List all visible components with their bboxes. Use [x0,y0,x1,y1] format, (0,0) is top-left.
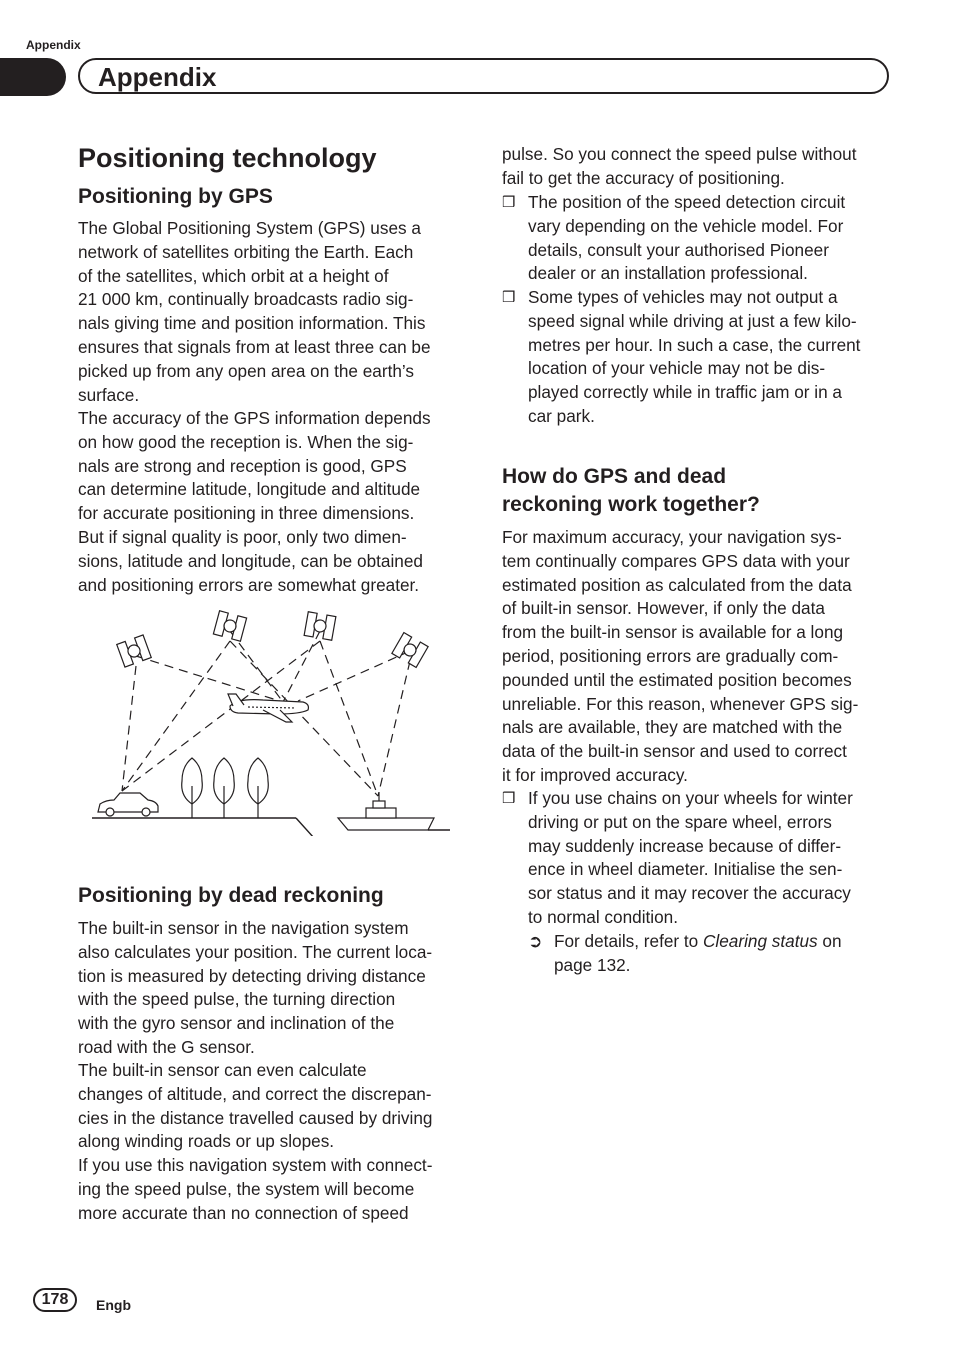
text-line: estimated position as calculated from the data [502,574,852,595]
text-line: from the built-in sensor is available for a long [502,622,844,643]
tree-icon [182,758,269,818]
text-line: of the satellites, which orbit at a height of [78,265,389,286]
text-line: pounded until the estimated position becomes [502,669,852,690]
checkbox-bullet-icon: ❒ [502,289,516,306]
page-title: Positioning technology [78,143,377,173]
text-line: details, consult your authorised Pioneer [528,239,829,260]
section-banner [78,58,889,94]
text-line: also calculates your position. The current loca- [78,941,433,962]
text-line: may suddenly increase because of differ- [528,835,842,856]
text-line: If you use this navigation system with connect- [78,1155,433,1175]
dr-paragraph-2 [78,1059,468,1154]
text-line: Some types of vehicles may not output a [528,287,838,307]
text-line: If you use chains on your wheels for winter [528,788,853,808]
dr-paragraph-3 [78,1154,468,1225]
text-line: speed signal while driving at just a few kilo- [528,310,857,331]
text-line: nals are available, they are matched with the [502,717,843,738]
text-line: driving or put on the spare wheel, errors [528,811,832,832]
text-line: The Global Positioning System (GPS) uses a [78,218,421,238]
arrow-right-icon: ➲ [528,931,543,951]
text-line: data of the built-in sensor and used to correct [502,741,847,762]
text-line: ing the speed pulse, the system will become [78,1178,415,1199]
language-code: Engb [96,1297,131,1313]
text-line: changes of altitude, and correct the discrepan- [78,1083,432,1104]
text-line: picked up from any open area on the earth’s [78,360,415,381]
text-line: road with the G sensor. [78,1036,255,1057]
text-line: nals are strong and reception is good, GPS [78,455,407,476]
text-line: on how good the reception is. When the sig- [78,431,414,452]
text-line: unreliable. For this reason, whenever GPS sig- [502,693,859,714]
text-line: pulse. So you connect the speed pulse without [502,144,857,164]
text-line: with the speed pulse, the turning direction [78,989,396,1010]
airplane-icon [228,694,308,722]
text-line: period, positioning errors are gradually com- [502,645,839,666]
text-line: fail to get the accuracy of positioning. [502,167,785,188]
heading-gps: Positioning by GPS [78,185,273,208]
text-line: nals giving time and position information. This [78,313,426,334]
checkbox-bullet-icon: ❒ [502,790,516,807]
text-line: tion is measured by detecting driving distance [78,965,426,986]
text-line: sions, latitude and longitude, can be obtained [78,550,423,571]
together-paragraph [502,526,892,788]
text-line: metres per hour. In such a case, the current [528,334,861,355]
text-line: car park. [528,405,595,426]
ship-icon [338,792,434,830]
continued-paragraph [502,143,892,191]
text-line: ence in wheel diameter. Initialise the sen- [528,859,843,880]
cross-reference-text [554,930,894,978]
text-line: can determine latitude, longitude and altitude [78,479,421,500]
text-line: The position of the speed detection circuit [528,192,846,212]
page-number: 178 [33,1288,77,1312]
dr-paragraph-1 [78,917,468,1060]
text-line: with the gyro sensor and inclination of the [78,1013,395,1034]
text-line: tem continually compares GPS data with your [502,550,850,571]
text-line: and positioning errors are somewhat greater. [78,574,420,595]
ref-prefix: For details, refer to [554,931,704,951]
section-title: Appendix [98,62,217,92]
text-line: dealer or an installation professional. [528,263,808,284]
bullet-text [528,286,892,429]
text-line: more accurate than no connection of speed [78,1202,409,1223]
text-line: cies in the distance travelled caused by driving [78,1107,433,1128]
heading-together-line1: How do GPS and dead [502,465,727,488]
ref-suffix: on [817,931,842,951]
text-line: ensures that signals from at least three can be [78,336,431,357]
text-line: For maximum accuracy, your navigation sys- [502,527,842,547]
heading-together-line2: reckoning work together? [502,493,760,516]
text-line: of built-in sensor. However, if only the data [502,598,825,619]
text-line: But if signal quality is poor, only two dimen- [78,526,407,547]
car-icon [98,793,158,816]
gps-paragraph-1 [78,217,468,407]
bullet-text [528,787,892,930]
section-tab-marker [0,58,66,96]
checkbox-bullet-icon: ❒ [502,194,516,211]
text-line: network of satellites orbiting the Earth. Each [78,241,414,262]
satellite-icon [117,611,428,668]
gps-satellite-illustration [88,606,454,836]
text-line: The built-in sensor can even calculate [78,1060,367,1080]
text-line: along winding roads or up slopes. [78,1131,335,1152]
text-line: sor status and it may recover the accuracy [528,883,851,904]
text-line: to normal condition. [528,906,678,927]
text-line: 21 000 km, continually broadcasts radio sig- [78,289,414,310]
text-line: for accurate positioning in three dimensions. [78,503,415,524]
text-line: The accuracy of the GPS information depends [78,408,431,428]
gps-paragraph-2 [78,407,468,597]
ref-page: page 132. [554,954,631,975]
text-line: surface. [78,384,140,405]
text-line: The built-in sensor in the navigation system [78,918,409,938]
running-head: Appendix [26,38,81,52]
heading-dead-reckoning: Positioning by dead reckoning [78,884,384,907]
bullet-text [528,191,892,286]
text-line: vary depending on the vehicle model. For [528,215,844,236]
text-line: it for improved accuracy. [502,764,688,785]
ref-link-clearing-status[interactable]: Clearing status [703,931,818,951]
text-line: played correctly while in traffic jam or in a [528,382,842,403]
text-line: location of your vehicle may not be dis- [528,358,826,379]
